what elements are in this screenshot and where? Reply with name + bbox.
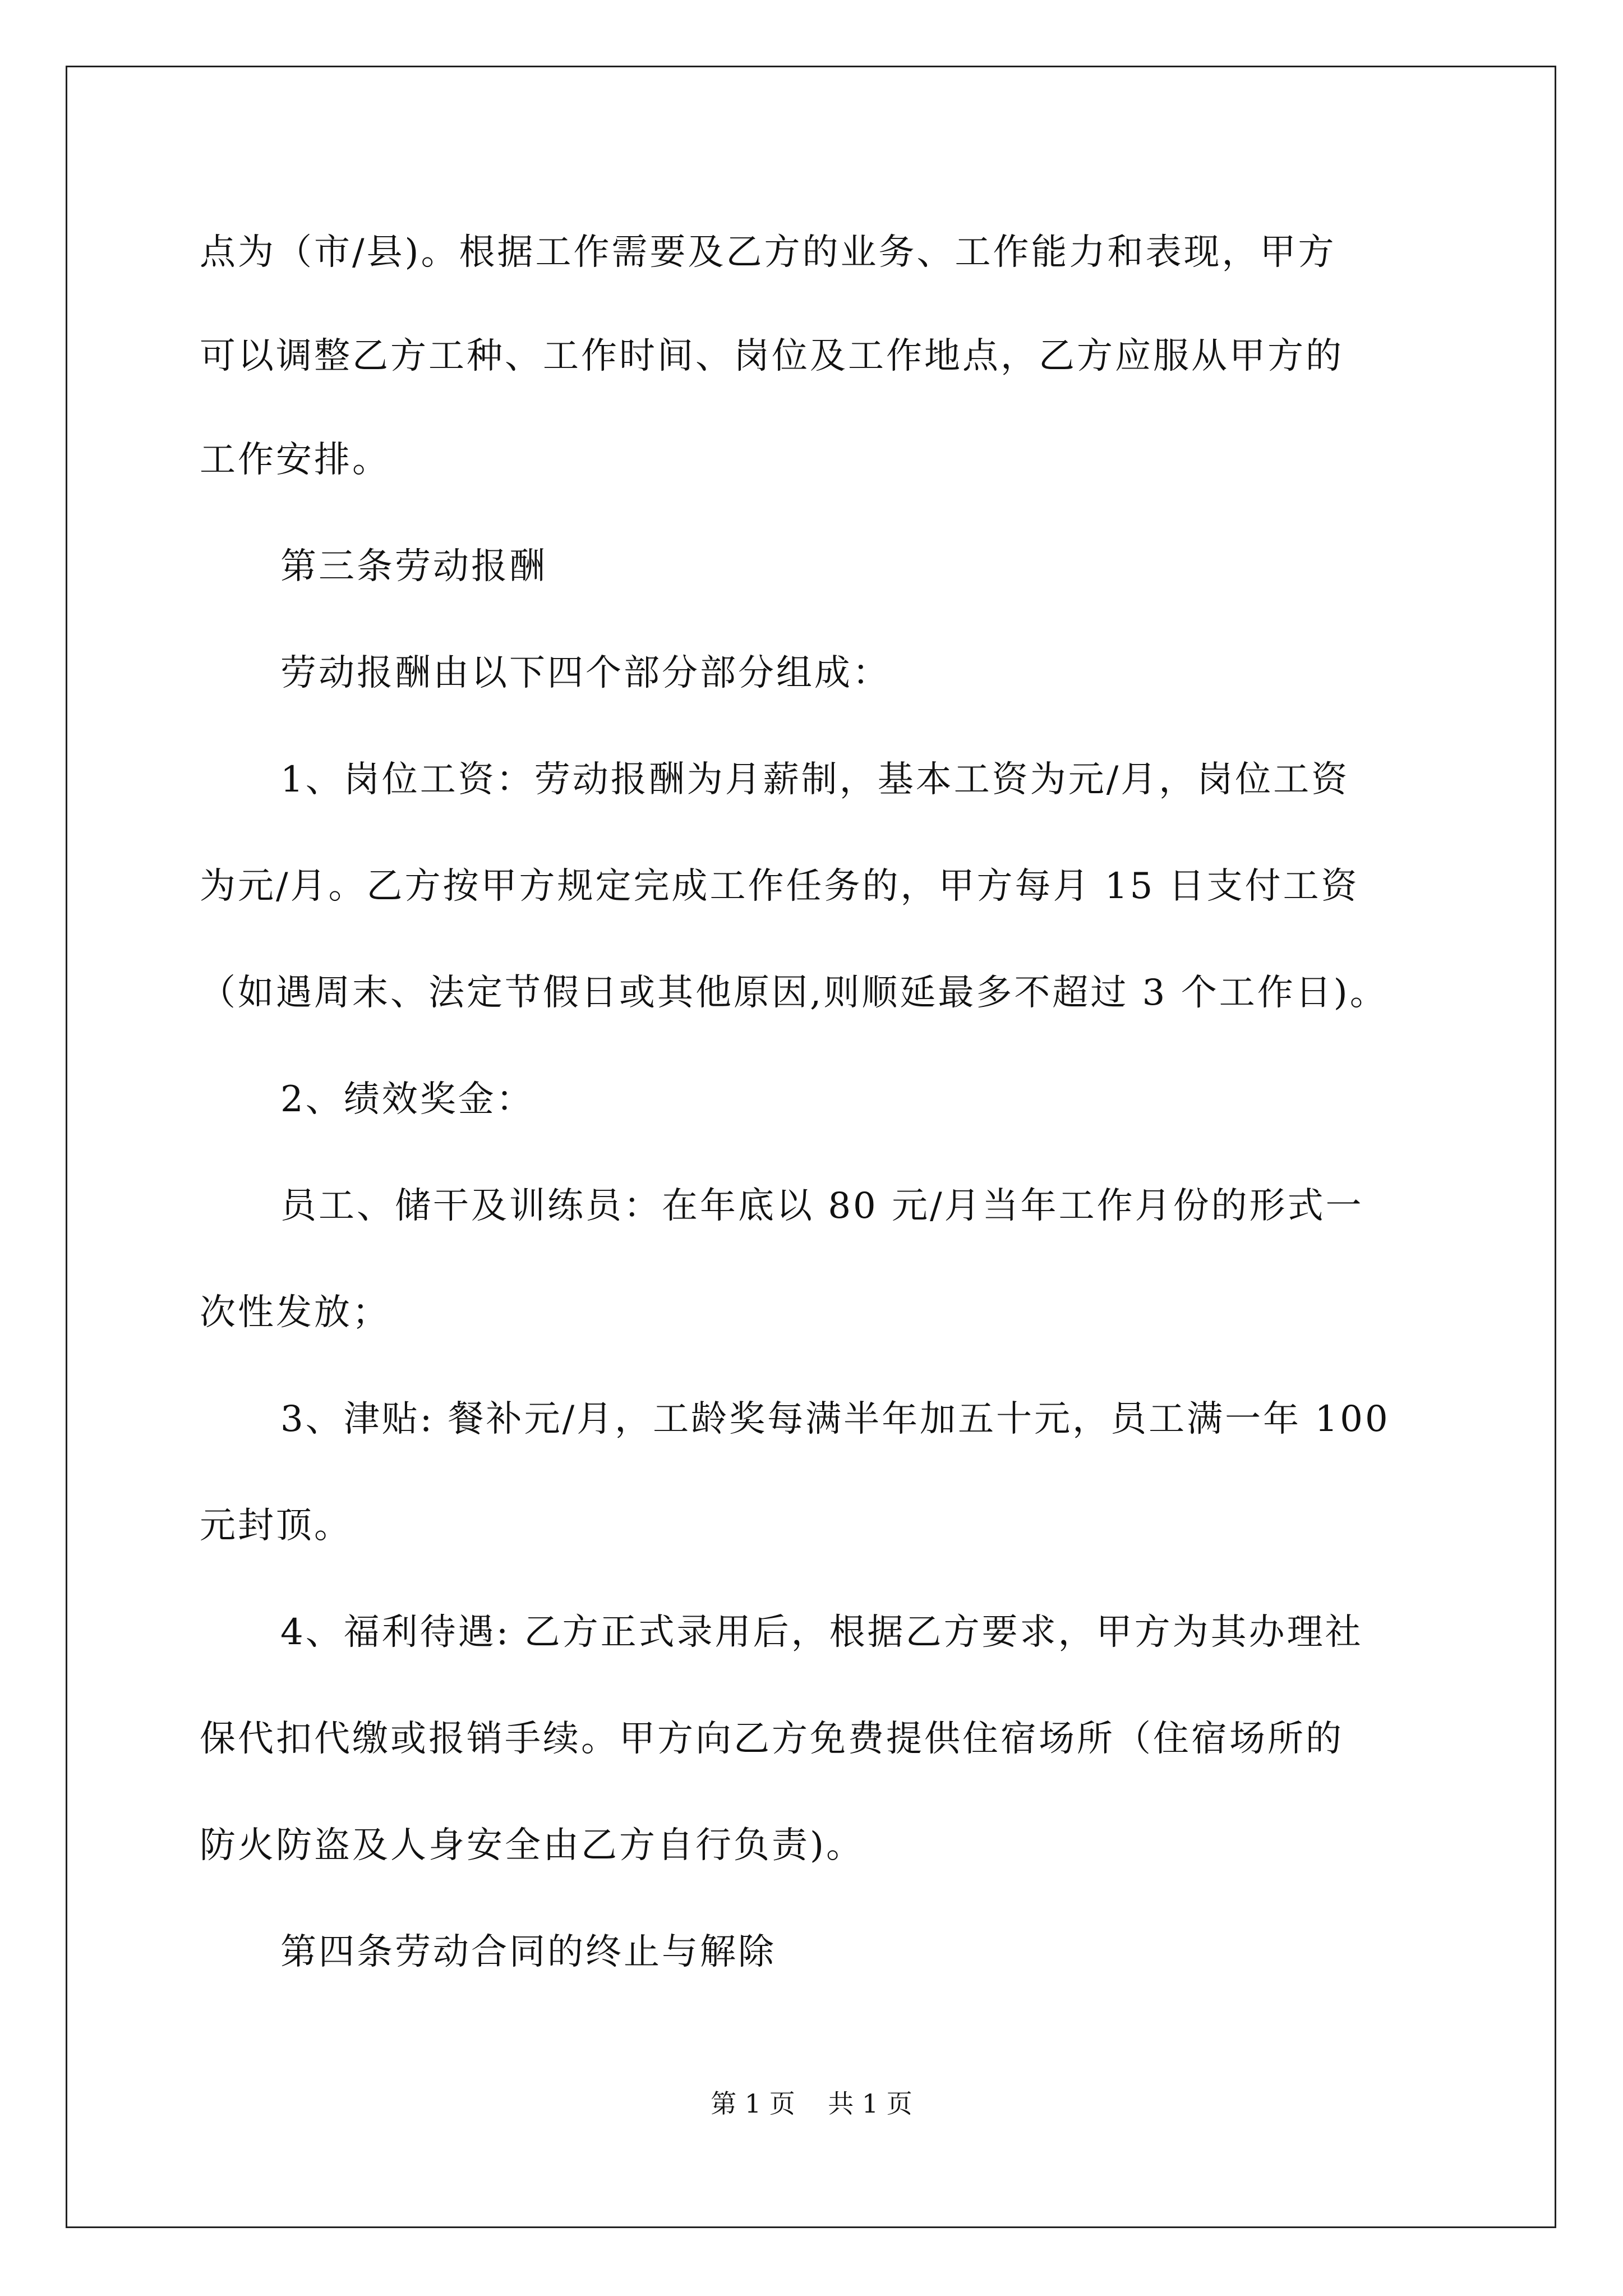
page-number-footer: 第 1 页 共 1 页: [711, 2088, 912, 2119]
text-line: 3、津贴: 餐补元/月，工龄奖每满半年加五十元，员工满一年 100: [280, 1398, 1390, 1440]
text-line: 为元/月。乙方按甲方规定完成工作任务的，甲方每月 15 日支付工资: [200, 866, 1359, 907]
text-line: 员工、储干及训练员：在年底以 80 元/月当年工作月份的形式一: [280, 1185, 1364, 1227]
text-line: 工作安排。: [200, 439, 390, 481]
text-line: 元封顶。: [200, 1505, 352, 1547]
page-border: [66, 66, 1556, 2228]
text-line: 次性发放；: [200, 1292, 390, 1333]
text-line: 保代扣代缴或报销手续。甲方向乙方免费提供住宿场所（住宿场所的: [200, 1718, 1344, 1760]
text-line: 1、岗位工资：劳动报酬为月薪制，基本工资为元/月，岗位工资: [280, 759, 1350, 800]
text-line: 2、绩效奖金：: [280, 1079, 534, 1120]
section-heading: 第三条劳动报酬: [280, 546, 547, 587]
section-heading: 第四条劳动合同的终止与解除: [280, 1931, 776, 1973]
text-line: （如遇周末、法定节假日或其他原因,则顺延最多不超过 3 个工作日)。: [200, 972, 1388, 1014]
text-line: 劳动报酬由以下四个部分部分组成：: [280, 652, 891, 694]
text-line: 点为（市/县)。根据工作需要及乙方的业务、工作能力和表现，甲方: [200, 232, 1336, 273]
text-line: 4、福利待遇: 乙方正式录用后，根据乙方要求，甲方为其办理社: [280, 1612, 1363, 1653]
text-line: 防火防盗及人身安全由乙方自行负责)。: [200, 1825, 864, 1866]
text-line: 可以调整乙方工种、工作时间、岗位及工作地点，乙方应服从甲方的: [200, 335, 1344, 377]
